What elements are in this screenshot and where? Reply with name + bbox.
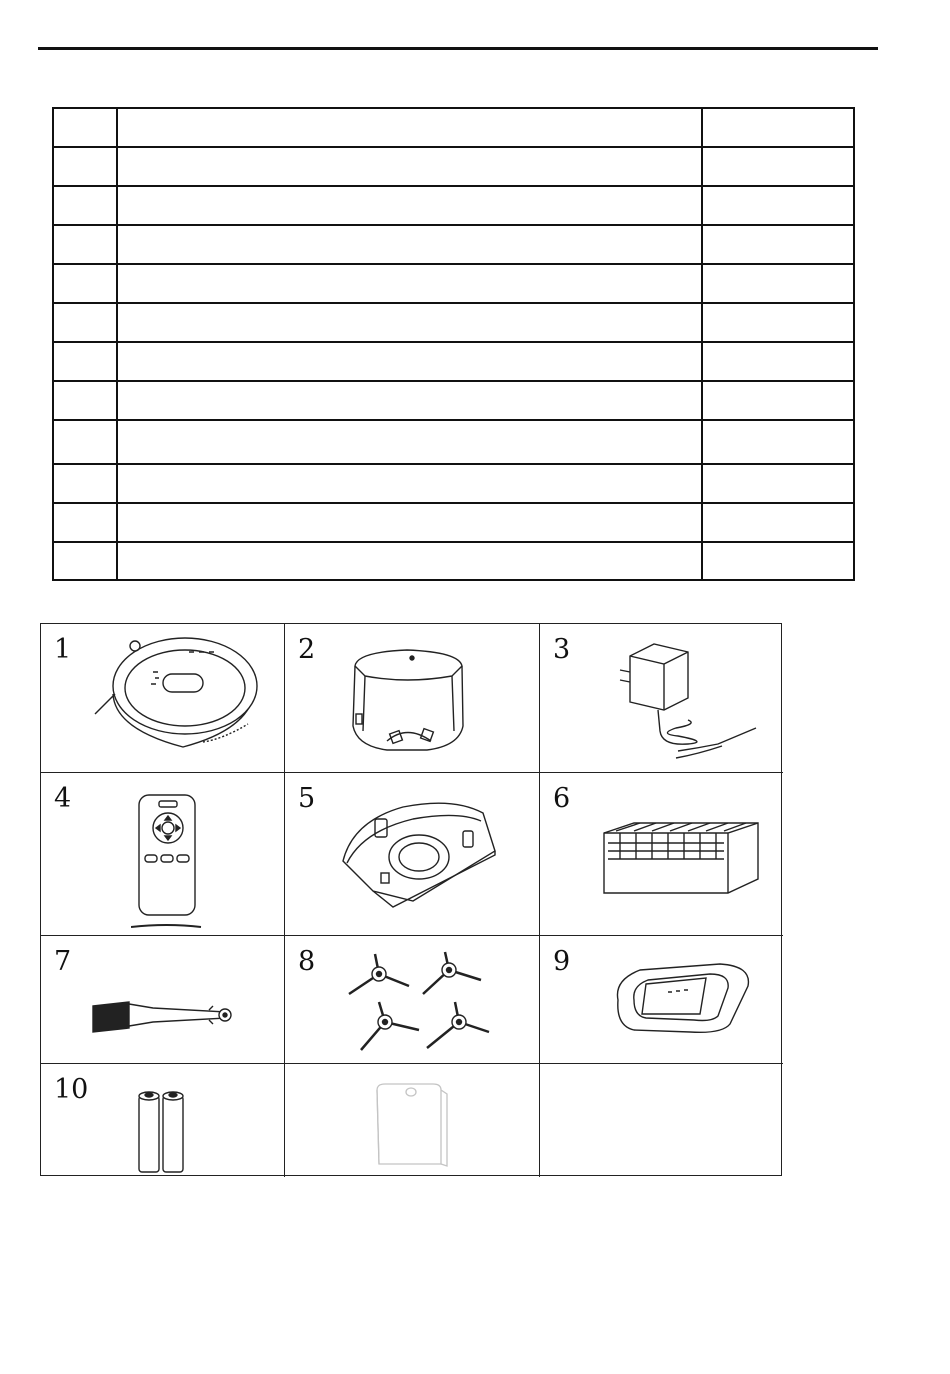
accessory-cell-1: [41, 624, 285, 773]
accessory-cell-6: [540, 773, 783, 936]
mop-pad-icon: [610, 960, 760, 1040]
header-rule: [38, 47, 878, 50]
part-name-cell: [117, 225, 702, 264]
accessory-cell-12: [540, 1064, 783, 1177]
part-name-cell: [117, 108, 702, 147]
quantity-cell: [702, 108, 854, 147]
quantity-cell: [702, 542, 854, 580]
row-number-cell: [53, 264, 117, 303]
table-row: [53, 464, 854, 503]
quantity-cell: [702, 147, 854, 186]
item-number: 1: [54, 634, 72, 665]
battery-pack-icon: [371, 1080, 451, 1170]
part-name-cell: [117, 464, 702, 503]
table-row: [53, 342, 854, 381]
dock-base-icon: [333, 791, 498, 913]
row-number-cell: [53, 381, 117, 420]
quantity-cell: [702, 420, 854, 464]
table-row: [53, 503, 854, 542]
item-number: 3: [553, 634, 571, 665]
accessory-cell-10: [41, 1064, 285, 1177]
item-number: 8: [298, 946, 316, 977]
row-number-cell: [53, 225, 117, 264]
table-row: [53, 147, 854, 186]
accessory-cell-7: [41, 936, 285, 1064]
quantity-cell: [702, 503, 854, 542]
table-row: [53, 542, 854, 580]
hepa-filter-icon: [600, 819, 760, 909]
row-number-cell: [53, 108, 117, 147]
remote-control-icon: [131, 791, 203, 931]
accessory-cell-11: [285, 1064, 540, 1177]
accessories-grid: [40, 623, 782, 1176]
quantity-cell: [702, 264, 854, 303]
quantity-cell: [702, 303, 854, 342]
part-name-cell: [117, 420, 702, 464]
part-name-cell: [117, 503, 702, 542]
quantity-cell: [702, 186, 854, 225]
item-number: 9: [553, 946, 571, 977]
part-name-cell: [117, 186, 702, 225]
row-number-cell: [53, 503, 117, 542]
part-name-cell: [117, 303, 702, 342]
part-name-cell: [117, 147, 702, 186]
part-name-cell: [117, 542, 702, 580]
item-number: 2: [298, 634, 316, 665]
row-number-cell: [53, 420, 117, 464]
item-number: 6: [553, 783, 571, 814]
quantity-cell: [702, 381, 854, 420]
table-row: [53, 420, 854, 464]
table-row: [53, 303, 854, 342]
table-row: [53, 381, 854, 420]
row-number-cell: [53, 147, 117, 186]
robot-vacuum-icon: [93, 634, 273, 759]
part-name-cell: [117, 381, 702, 420]
accessory-cell-5: [285, 773, 540, 936]
table-row: [53, 108, 854, 147]
quantity-cell: [702, 342, 854, 381]
accessory-cell-8: [285, 936, 540, 1064]
table-row: [53, 264, 854, 303]
row-number-cell: [53, 464, 117, 503]
row-number-cell: [53, 303, 117, 342]
table-row: [53, 186, 854, 225]
accessory-cell-2: [285, 624, 540, 773]
quantity-cell: [702, 225, 854, 264]
accessory-cell-3: [540, 624, 783, 773]
item-number: 5: [298, 783, 316, 814]
side-brushes-icon: [341, 950, 501, 1060]
item-number: 7: [54, 946, 72, 977]
aaa-batteries-icon: [133, 1088, 193, 1174]
part-name-cell: [117, 342, 702, 381]
parts-table: [52, 107, 855, 581]
item-number: 4: [54, 783, 72, 814]
accessory-cell-9: [540, 936, 783, 1064]
item-number: 10: [54, 1074, 89, 1105]
cleaning-brush-icon: [89, 992, 239, 1042]
row-number-cell: [53, 342, 117, 381]
accessory-cell-4: [41, 773, 285, 936]
row-number-cell: [53, 542, 117, 580]
part-name-cell: [117, 264, 702, 303]
charging-dock-icon: [347, 646, 472, 758]
quantity-cell: [702, 464, 854, 503]
row-number-cell: [53, 186, 117, 225]
power-adapter-icon: [618, 636, 763, 771]
table-row: [53, 225, 854, 264]
